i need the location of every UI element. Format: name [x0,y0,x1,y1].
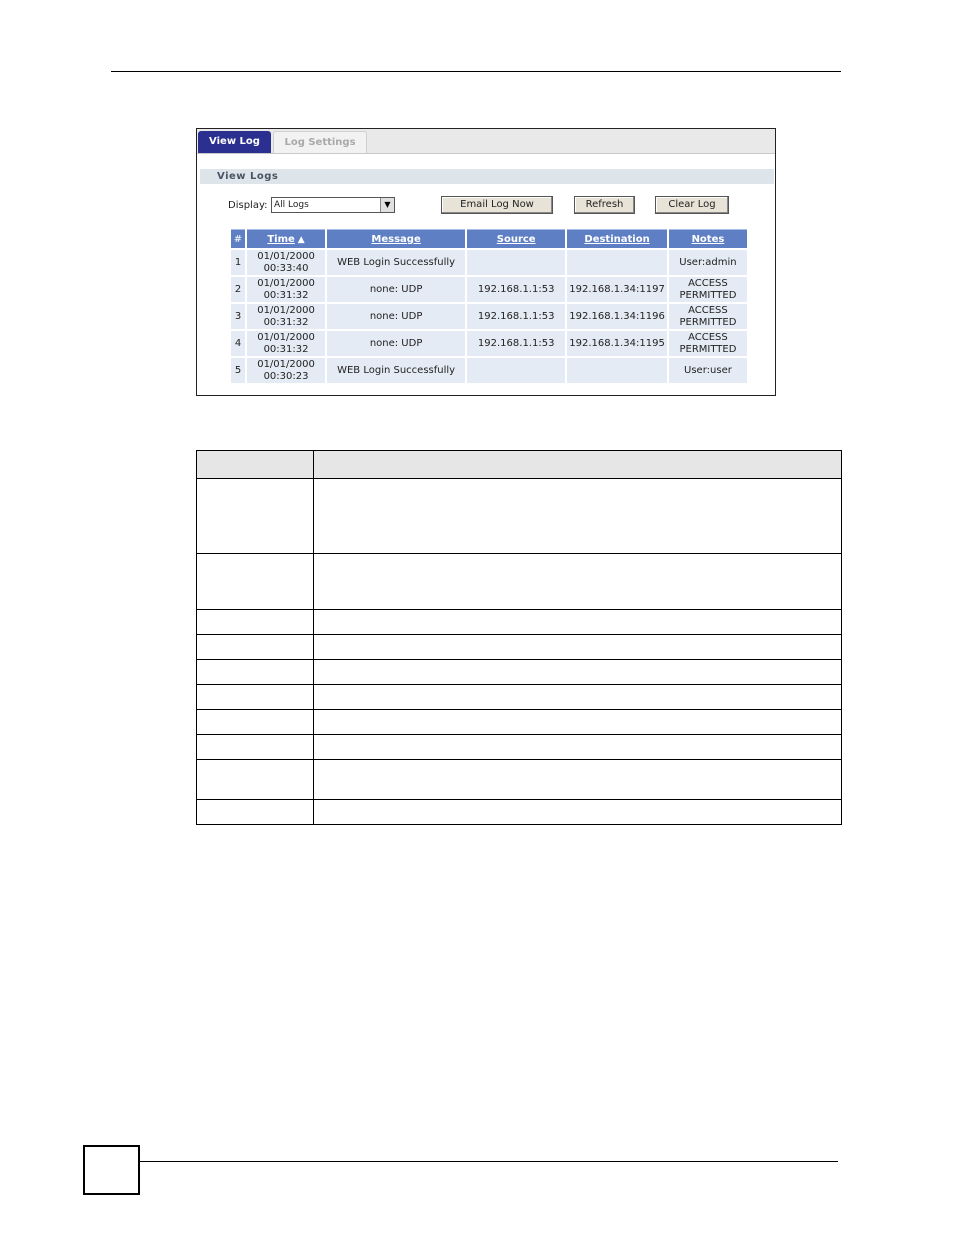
table-row [197,710,842,735]
row-number: 1 [231,250,245,275]
row-notes-line2: PERMITTED [679,289,737,301]
chevron-down-icon[interactable]: ▼ [380,198,394,212]
row-notes-line1: ACCESS [688,331,728,343]
reference-table [196,450,842,825]
display-select[interactable] [271,197,395,213]
table-row [197,479,842,554]
row-message: WEB Login Successfully [327,250,465,275]
table-row [231,331,747,356]
reference-header-cell [197,451,314,479]
table-cell [197,610,314,635]
log-table [229,227,749,385]
col-source[interactable]: Source [467,229,565,248]
row-time-text: 00:31:32 [263,316,309,328]
footer-rule [140,1161,838,1162]
row-destination: 192.168.1.34:1195 [567,331,667,356]
row-date-text: 01/01/2000 [257,358,315,370]
table-cell [197,710,314,735]
col-time-label[interactable]: Time [267,233,295,245]
row-time [247,331,325,356]
tab-bar [197,129,775,154]
row-notes [669,331,747,356]
row-notes [669,277,747,302]
row-notes-line1: ACCESS [688,304,728,316]
row-message: none: UDP [327,304,465,329]
tab-view-log[interactable]: View Log [198,131,271,153]
table-cell [314,554,842,610]
table-cell [314,610,842,635]
table-row [197,635,842,660]
sort-ascending-icon[interactable]: ▲ [297,234,305,245]
tab-log-settings[interactable]: Log Settings [273,131,367,153]
row-number: 3 [231,304,245,329]
row-destination [567,358,667,383]
row-destination: 192.168.1.34:1197 [567,277,667,302]
row-destination: 192.168.1.34:1196 [567,304,667,329]
row-notes-line1: ACCESS [688,277,728,289]
row-message: none: UDP [327,331,465,356]
table-row [197,760,842,800]
table-row [231,358,747,383]
table-cell [197,479,314,554]
row-time-text: 00:31:32 [263,343,309,355]
table-cell [314,660,842,685]
table-cell [314,635,842,660]
col-number: # [231,229,245,248]
row-notes [669,358,747,383]
row-message: WEB Login Successfully [327,358,465,383]
row-source: 192.168.1.1:53 [467,331,565,356]
row-time [247,277,325,302]
table-cell [197,635,314,660]
row-time-text: 00:31:32 [263,289,309,301]
table-row [197,800,842,825]
row-date-text: 01/01/2000 [257,250,315,262]
table-cell [197,685,314,710]
table-cell [314,479,842,554]
table-cell [314,710,842,735]
row-destination [567,250,667,275]
table-cell [197,800,314,825]
table-cell [314,760,842,800]
table-cell [197,760,314,800]
table-cell [314,800,842,825]
row-notes-line2: PERMITTED [679,316,737,328]
table-row [197,685,842,710]
table-row [197,610,842,635]
table-cell [197,735,314,760]
page-number-box [83,1145,140,1195]
view-log-screenshot [196,128,776,396]
row-time [247,358,325,383]
table-row [231,250,747,275]
row-number: 2 [231,277,245,302]
row-date-text: 01/01/2000 [257,331,315,343]
row-source [467,250,565,275]
clear-log-button[interactable]: Clear Log [655,196,729,214]
email-log-now-button[interactable]: Email Log Now [441,196,553,214]
table-cell [197,660,314,685]
row-source: 192.168.1.1:53 [467,304,565,329]
header-rule [111,71,841,72]
row-number: 4 [231,331,245,356]
section-title: View Logs [200,169,774,184]
display-select-value: All Logs [274,200,309,210]
display-label: Display: [228,200,268,211]
table-cell [314,735,842,760]
row-source [467,358,565,383]
row-source: 192.168.1.1:53 [467,277,565,302]
table-cell [314,685,842,710]
col-destination[interactable]: Destination [567,229,667,248]
reference-table-header [197,451,842,479]
row-notes [669,304,747,329]
table-row [197,735,842,760]
table-row [231,304,747,329]
col-notes[interactable]: Notes [669,229,747,248]
table-row [231,277,747,302]
row-time [247,250,325,275]
row-date-text: 01/01/2000 [257,277,315,289]
row-notes [669,250,747,275]
refresh-button[interactable]: Refresh [574,196,635,214]
row-time-text: 00:33:40 [263,262,309,274]
log-table-header [231,229,747,248]
table-cell [197,554,314,610]
row-message: none: UDP [327,277,465,302]
row-time [247,304,325,329]
table-row [197,660,842,685]
row-notes-line1: User:user [684,364,732,376]
row-number: 5 [231,358,245,383]
col-time[interactable] [247,229,325,248]
row-notes-line2: PERMITTED [679,343,737,355]
col-message[interactable]: Message [327,229,465,248]
row-date-text: 01/01/2000 [257,304,315,316]
row-time-text: 00:30:23 [263,370,309,382]
row-notes-line1: User:admin [679,256,737,268]
table-row [197,554,842,610]
reference-header-cell [314,451,842,479]
